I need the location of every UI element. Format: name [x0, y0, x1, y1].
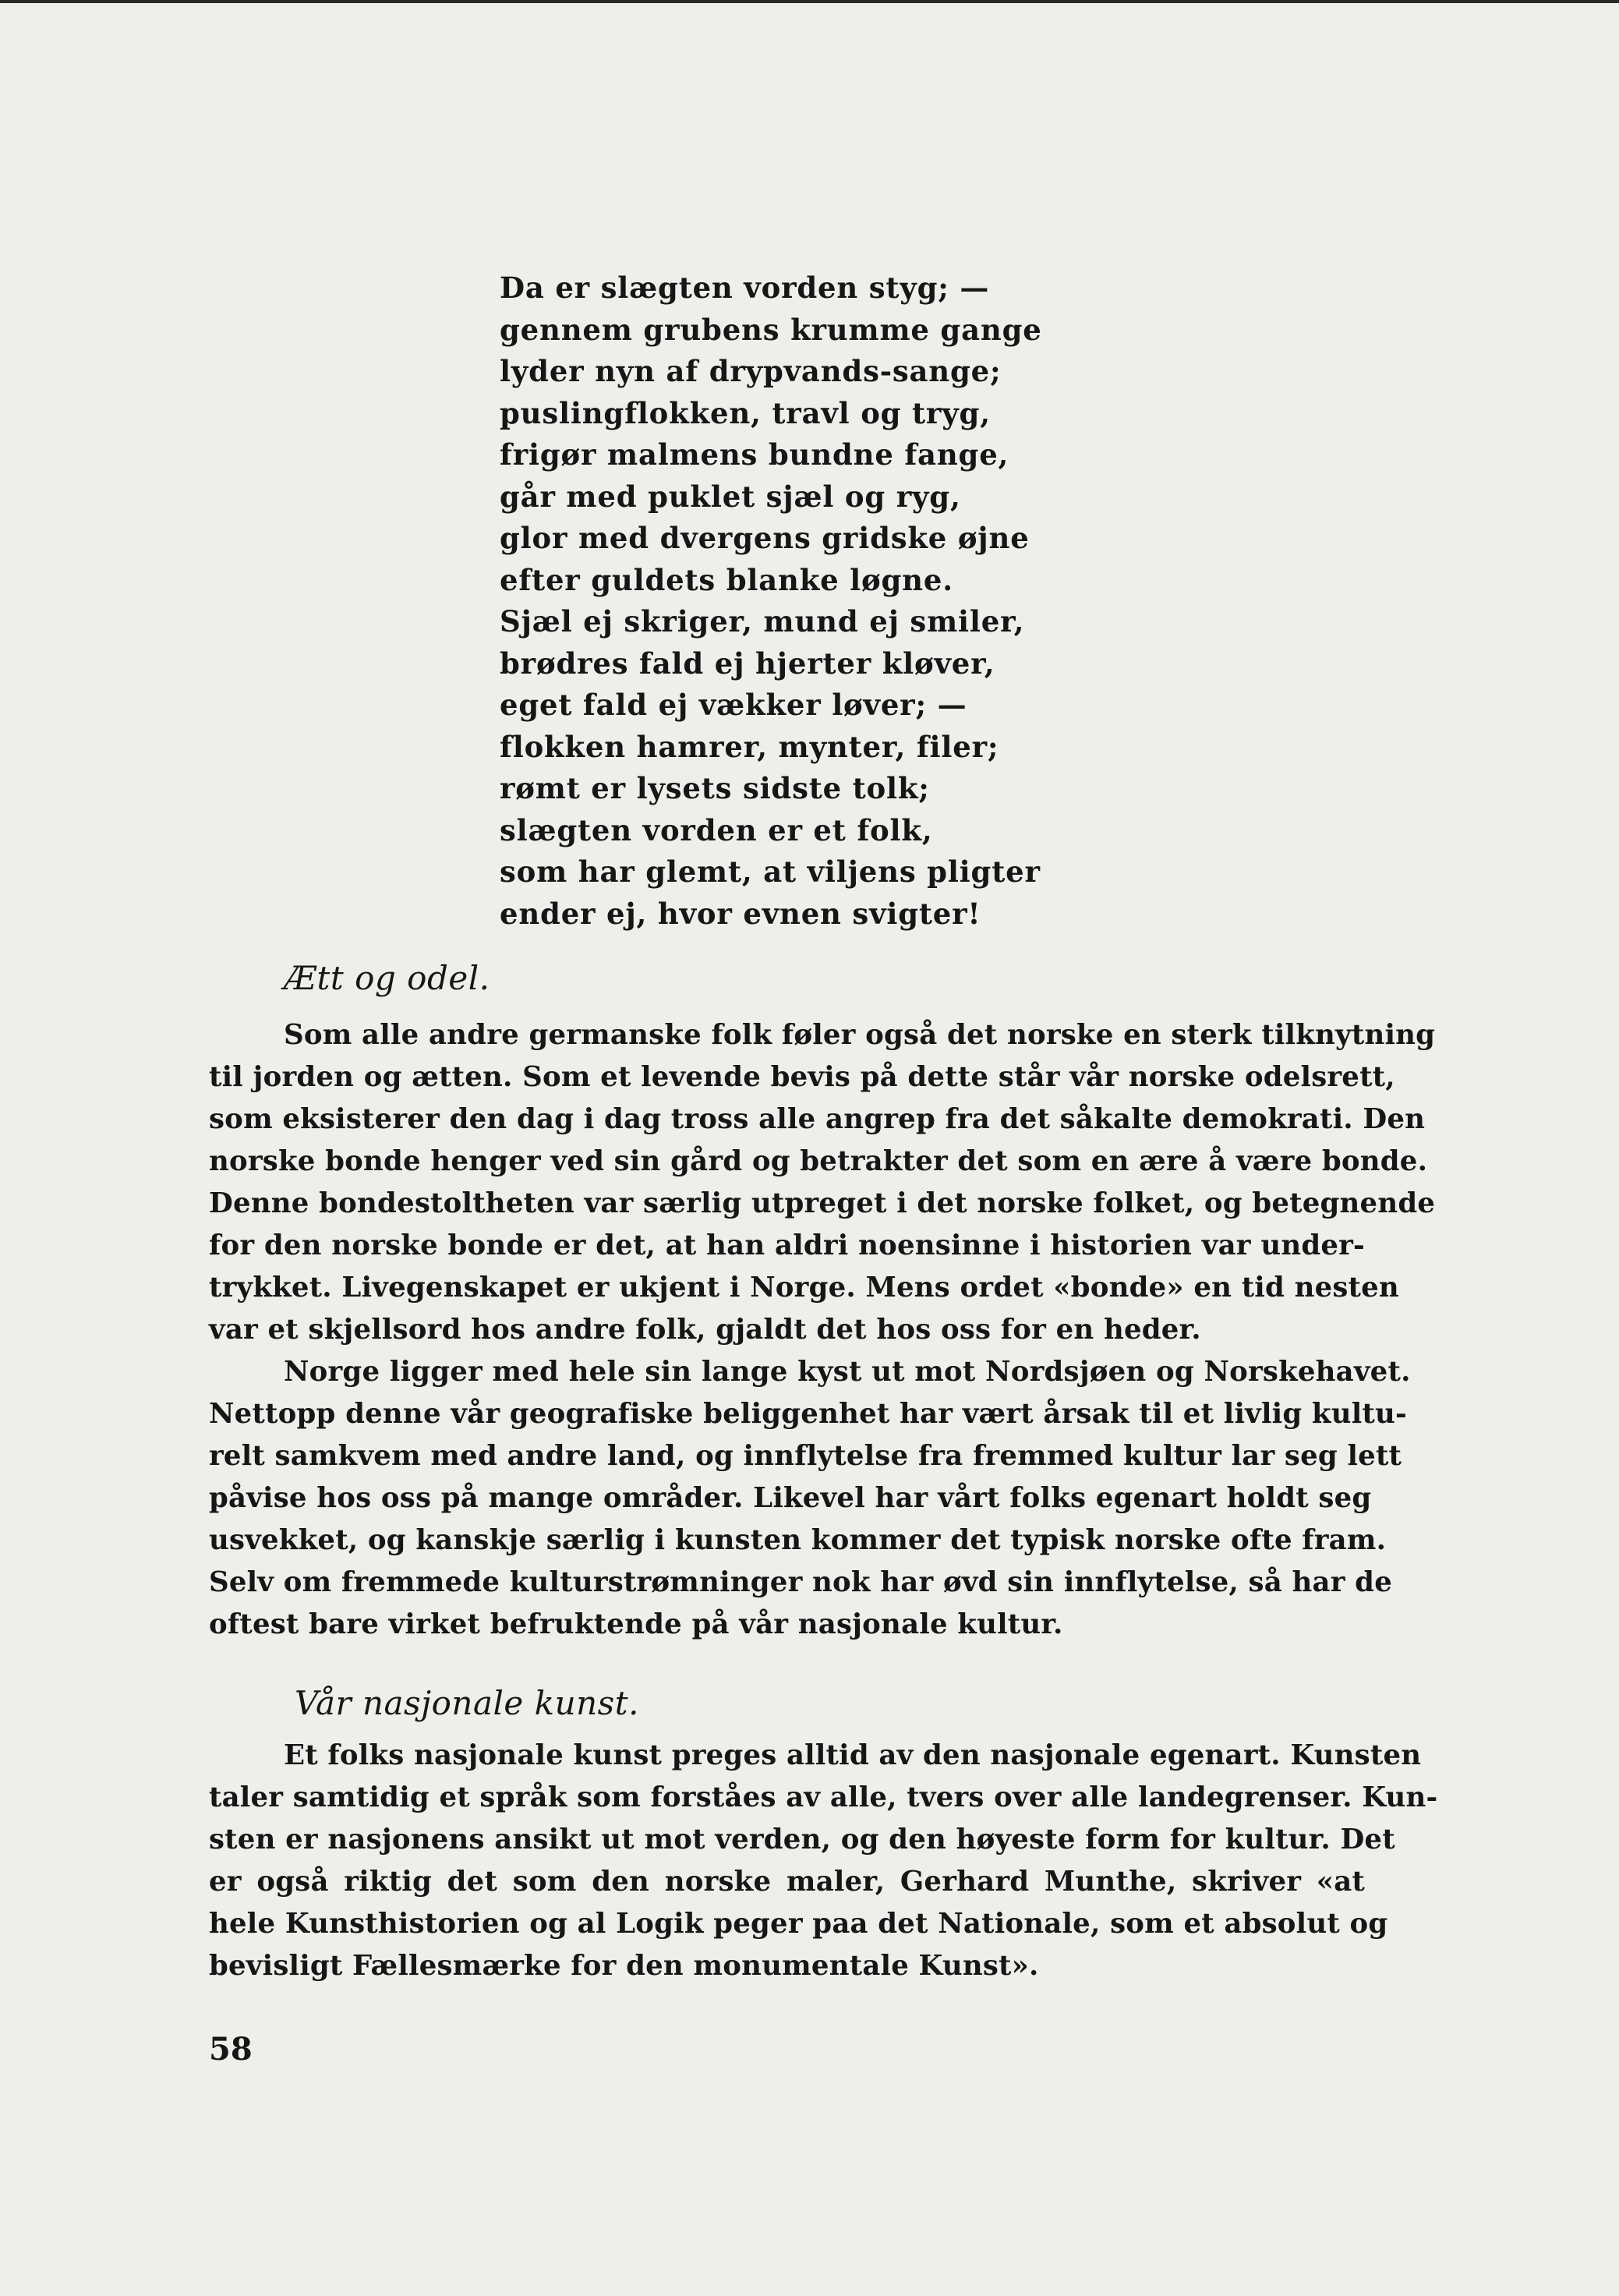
paragraph-line: sten er nasjonens ansikt ut mot verden, og den høyeste form for kultur. Det — [209, 1824, 1395, 1856]
paragraph-line: Norge ligger med hele sin lange kyst ut mot Nordsjøen og Norskehavet. — [284, 1356, 1411, 1388]
page-edge — [0, 0, 1619, 3]
paragraph-line: Som alle andre germanske folk føler også det norske en sterk tilknytning — [284, 1019, 1436, 1051]
paragraph-line: bevisligt Fællesmærke for den monumentale Kunst». — [209, 1950, 1039, 1982]
poem-line: som har glemt, at viljens pligter — [500, 854, 1041, 889]
poem-line: flokken hamrer, mynter, filer; — [500, 729, 999, 764]
poem-line: går med puklet sjæl og ryg, — [500, 479, 961, 514]
poem-line: rømt er lysets sidste tolk; — [500, 771, 930, 805]
poem-line: lyder nyn af drypvands-sange; — [500, 354, 1002, 388]
paragraph-line: taler samtidig et språk som forståes av alle, tvers over alle landegrenser. Kun- — [209, 1781, 1438, 1813]
poem-line: puslingflokken, travl og tryg, — [500, 395, 991, 430]
paragraph-line: Selv om fremmede kulturstrømninger nok har øvd sin innflytelse, så har de — [209, 1566, 1392, 1598]
paragraph-line: som eksisterer den dag i dag tross alle angrep fra det såkalte demokrati. Den — [209, 1103, 1426, 1135]
poem-block — [500, 267, 1279, 935]
paragraph-line: var et skjellsord hos andre folk, gjaldt det hos oss for en heder. — [209, 1314, 1201, 1346]
paragraph-line: Denne bondestoltheten var særlig utpreget i det norske folket, og betegnende — [209, 1187, 1436, 1219]
poem-line: brødres fald ej hjerter kløver, — [500, 646, 995, 681]
poem-line: Sjæl ej skriger, mund ej smiler, — [500, 604, 1025, 639]
paragraph-line: for den norske bonde er det, at han aldri noensinne i historien var under- — [209, 1229, 1365, 1261]
poem-line: glor med dvergens gridske øjne — [500, 521, 1030, 555]
paragraph-line: trykket. Livegenskapet er ukjent i Norge. Mens ordet «bonde» en tid nesten — [209, 1272, 1399, 1304]
paragraph-line: hele Kunsthistorien og al Logik peger paa det Nationale, som et absolut og — [209, 1908, 1388, 1940]
section-heading-var-nasjonale-kunst: Vår nasjonale kunst. — [295, 1684, 639, 1722]
section-heading-aett-og-odel: Ætt og odel. — [284, 959, 490, 997]
poem-line: Da er slægten vorden styg; — — [500, 271, 990, 305]
paragraph-line: påvise hos oss på mange områder. Likevel har vårt folks egenart holdt seg — [209, 1482, 1372, 1514]
paragraph-line: Nettopp denne vår geografiske beliggenhet har vært årsak til et livlig kultu- — [209, 1398, 1407, 1430]
paragraph-line: usvekket, og kanskje særlig i kunsten kommer det typisk norske ofte fram. — [209, 1524, 1387, 1556]
paragraph-line: til jorden og ætten. Som et levende bevis på dette står vår norske odelsrett, — [209, 1061, 1395, 1093]
poem-line: frigør malmens bundne fange, — [500, 437, 1009, 472]
paragraph-line: relt samkvem med andre land, og innflytelse fra fremmed kultur lar seg lett — [209, 1440, 1402, 1472]
poem-line: eget fald ej vækker løver; — — [500, 688, 967, 722]
paragraph-line: norske bonde henger ved sin gård og betrakter det som en ære å være bonde. — [209, 1145, 1428, 1177]
poem-line: ender ej, hvor evnen svigter! — [500, 896, 981, 931]
poem-line: efter guldets blanke løgne. — [500, 562, 953, 597]
paragraph-line: oftest bare virket befruktende på vår nasjonale kultur. — [209, 1608, 1063, 1640]
page-number: 58 — [209, 2031, 253, 2068]
poem-line: slægten vorden er et folk, — [500, 812, 933, 847]
poem-line: gennem grubens krumme gange — [500, 312, 1042, 347]
paragraph-line: Et folks nasjonale kunst preges alltid av den nasjonale egenart. Kunsten — [284, 1739, 1422, 1771]
paragraph-line: er også riktig det som den norske maler, Gerhard Munthe, skriver «at — [209, 1866, 1365, 1898]
